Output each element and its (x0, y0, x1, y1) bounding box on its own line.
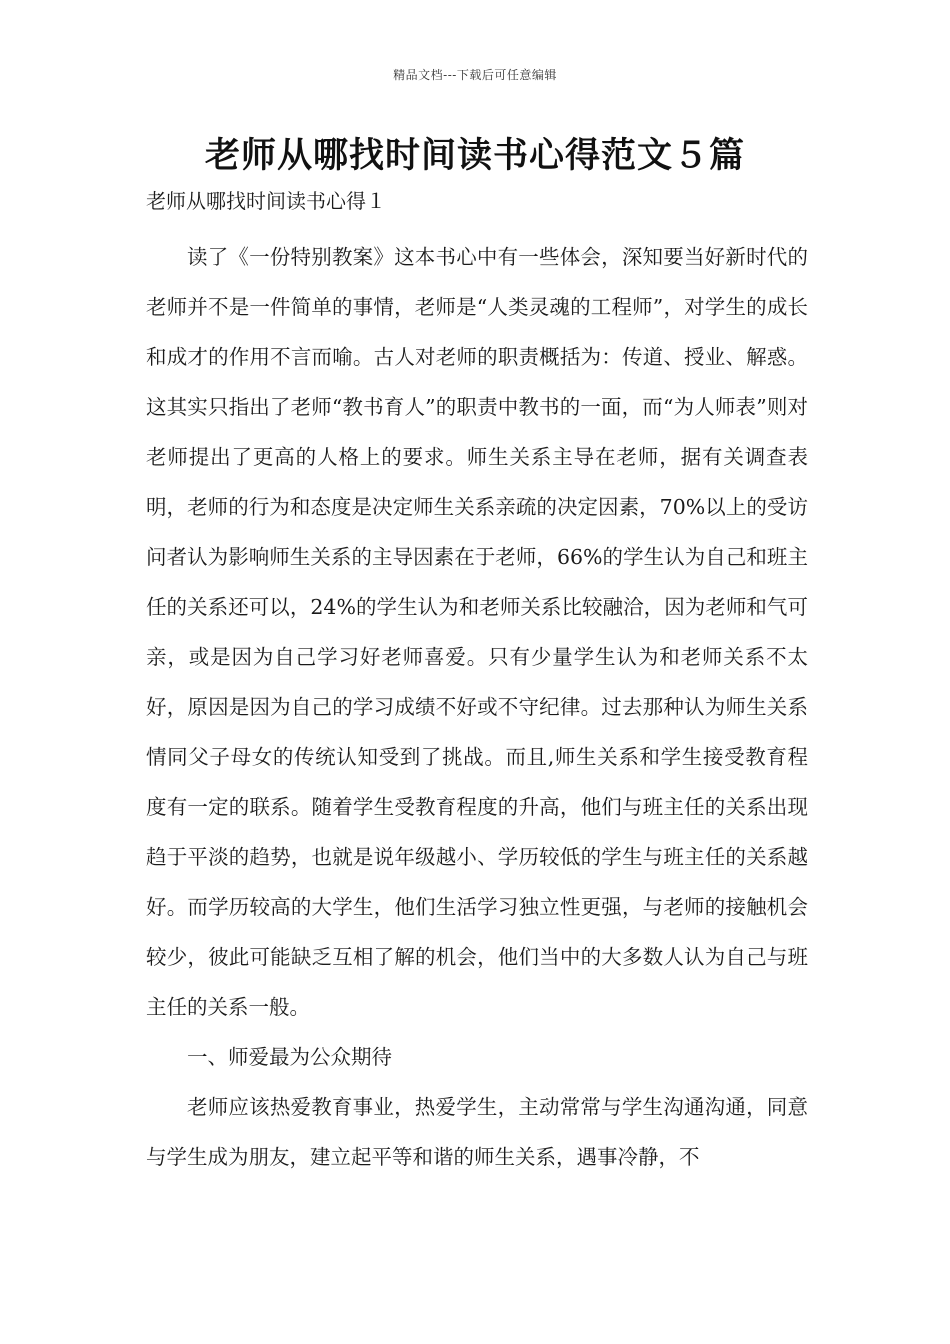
document-title: 老师从哪找时间读书心得范文５篇 (204, 136, 745, 176)
section-heading: 老师从哪找时间读书心得１ (146, 189, 386, 213)
document-body (146, 232, 808, 1182)
body-paragraph-heading: 一、师爱最为公众期待 (187, 1045, 392, 1069)
body-paragraph: 老师应该热爱教育事业，热爱学生，主动常常与学生沟通沟通，同意与学生成为朋友，建立起平等和谐的师生关系，遇事冷静，不 (146, 1095, 808, 1169)
page-header: 精品文档---下载后可任意编辑 (393, 68, 557, 82)
body-paragraph: 读了《一份特别教案》这本书心中有一些体会，深知要当好新时代的老师并不是一件简单的事情，老师是“人类灵魂的工程师”，对学生的成长和成才的作用不言而喻。古人对老师的职责概括为：传道、授业、解惑。这其实只指出了老师“教书育人”的职责中教书的一面，而“为人师表”则对老师提出了更高的人格上的要求。师生关系主导在老师，据有关调查表明，老师的行为和态度是决定师生关系亲疏的决定因素，70%以上的受访问者认为影响师生关系的主导因素在于老师，66%的学生认为自己和班主任的关系还可以，24%的学生认为和老师关系比较融洽，因为老师和气可亲，或是因为自己学习好老师喜爱。只有少量学生认为和老师关系不太好，原因是因为自己的学习成绩不好或不守纪律。过去那种认为师生关系情同父子母女的传统认知受到了挑战。而且,师生关系和学生接受教育程度有一定的联系。随着学生受教育程度的升高，他们与班主任的关系出现趋于平淡的趋势，也就是说年级越小、学历较低的学生与班主任的关系越好。而学历较高的大学生，他们生活学习独立性更强，与老师的接触机会较少，彼此可能缺乏互相了解的机会，他们当中的大多数人认为自己与班主任的关系一般。 (146, 245, 808, 1019)
